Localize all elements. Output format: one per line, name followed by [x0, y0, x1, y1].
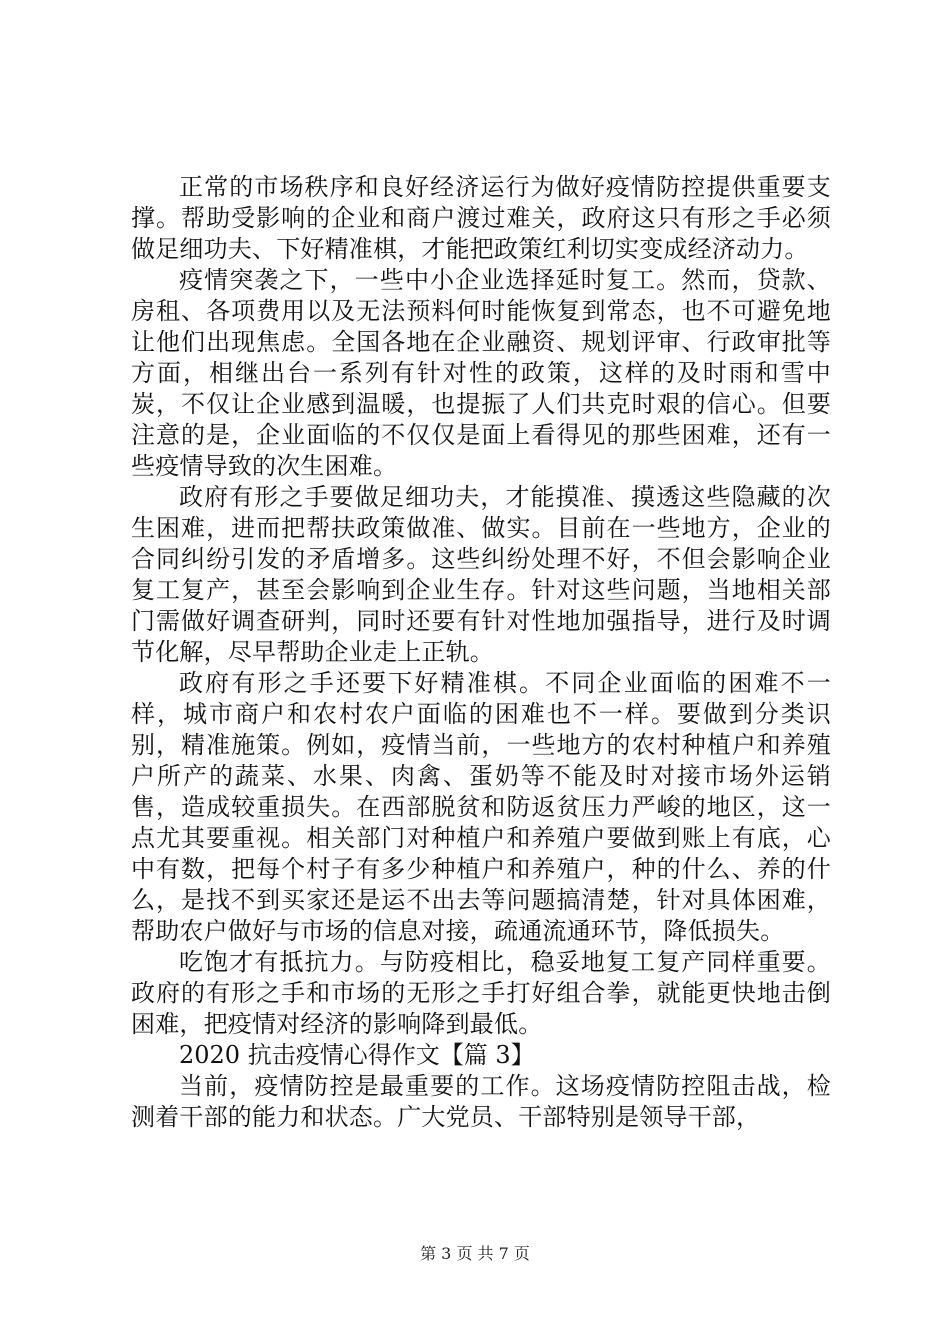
paragraph-5: 吃饱才有抵抗力。与防疫相比，稳妥地复工复产同样重要。政府的有形之手和市场的无形之手打好组合拳，就能更快地击倒困难，把疫情对经济的影响降到最低。	[131, 948, 831, 1038]
page-number-footer: 第 3 页 共 7 页	[420, 1244, 530, 1263]
paragraph-3: 政府有形之手要做足细功夫，才能摸准、摸透这些隐藏的次生困难，进而把帮扶政策做准、做实。目前在一些地方，企业的合同纠纷引发的矛盾增多。这些纠纷处理不好，不但会影响企业复工复产，甚至会影响到企业生存。针对这些问题，当地相关部门需做好调查研判，同时还要有针对性地加强指导，进行及时调节化解，尽早帮助企业走上正轨。	[131, 483, 831, 666]
paragraph-1: 正常的市场秩序和良好经济运行为做好疫情防控提供重要支撑。帮助受影响的企业和商户渡过难关，政府这只有形之手必须做足细功夫、下好精准棋，才能把政策红利切实变成经济动力。	[131, 173, 831, 263]
document-body	[131, 172, 831, 1133]
section-heading: 2020 抗击疫情心得作文【篇 3】	[179, 1041, 535, 1069]
paragraph-6: 当前，疫情防控是最重要的工作。这场疫情防控阻击战，检测着干部的能力和状态。广大党员、干部特别是领导干部，	[131, 1072, 831, 1131]
paragraph-2: 疫情突袭之下，一些中小企业选择延时复工。然而，贷款、房租、各项费用以及无法预料何时能恢复到常态，也不可避免地让他们出现焦虑。全国各地在企业融资、规划评审、行政审批等方面，相继出台一系列有针对性的政策，这样的及时雨和雪中炭，不仅让企业感到温暖，也提振了人们共克时艰的信心。但要注意的是，企业面临的不仅仅是面上看得见的那些困难，还有一些疫情导致的次生困难。	[131, 266, 831, 480]
paragraph-4: 政府有形之手还要下好精准棋。不同企业面临的困难不一样，城市商户和农村农户面临的困难也不一样。要做到分类识别，精准施策。例如，疫情当前，一些地方的农村种植户和养殖户所产的蔬菜、水果、肉禽、蛋奶等不能及时对接市场外运销售，造成较重损失。在西部脱贫和防返贫压力严峻的地区，这一点尤其要重视。相关部门对种植户和养殖户要做到账上有底，心中有数，把每个村子有多少种植户和养殖户，种的什么、养的什么，是找不到买家还是运不出去等问题搞清楚，针对具体困难，帮助农户做好与市场的信息对接，疏通流通环节，降低损失。	[131, 669, 831, 945]
